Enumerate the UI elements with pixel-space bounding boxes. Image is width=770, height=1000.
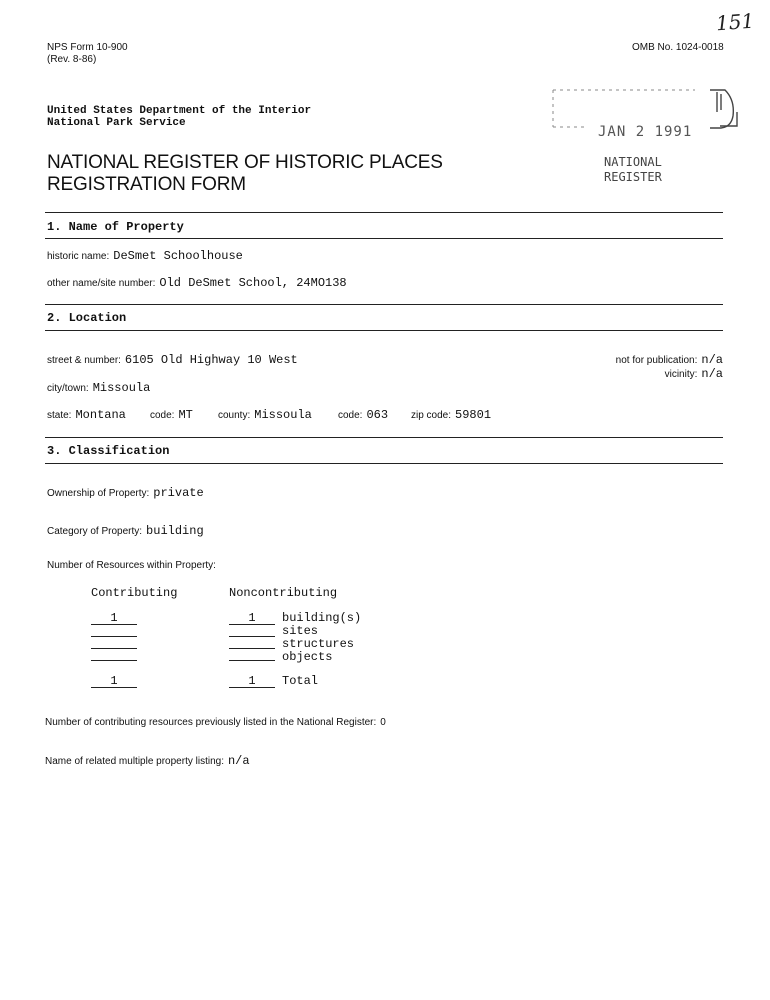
divider bbox=[45, 212, 723, 213]
previously-listed-value: 0 bbox=[380, 717, 386, 728]
divider bbox=[45, 238, 723, 239]
total-label: Total bbox=[282, 674, 319, 688]
other-name-row bbox=[47, 273, 347, 291]
previously-listed-label: Number of contributing resources previously listed in the National Register: bbox=[45, 717, 377, 728]
contributing-header: Contributing bbox=[91, 586, 178, 600]
service-name: National Park Service bbox=[47, 117, 186, 129]
multiple-listing-row bbox=[45, 751, 250, 769]
section-2-heading: 2. Location bbox=[47, 311, 127, 325]
stamp-line1: NATIONAL bbox=[604, 155, 662, 169]
vicinity-value: n/a bbox=[701, 367, 723, 381]
resource-type: structures bbox=[282, 637, 355, 651]
category-label: Category of Property: bbox=[47, 526, 143, 537]
stamp-date: JAN 2 1991 bbox=[598, 124, 693, 140]
state-code-value: MT bbox=[178, 408, 193, 422]
stamp-line2: REGISTER bbox=[604, 170, 662, 184]
not-for-publication-value: n/a bbox=[701, 353, 723, 367]
contributing-total: 1 bbox=[110, 674, 118, 688]
state-code-label: code: bbox=[150, 410, 175, 421]
zip-row bbox=[411, 405, 491, 423]
underline bbox=[229, 687, 275, 688]
county-code-label: code: bbox=[338, 410, 363, 421]
underline bbox=[91, 687, 137, 688]
multiple-listing-value: n/a bbox=[227, 754, 250, 768]
resource-type: sites bbox=[282, 624, 319, 638]
underline bbox=[229, 660, 275, 661]
county-row bbox=[218, 405, 312, 423]
street-row bbox=[47, 350, 298, 368]
divider bbox=[45, 437, 723, 438]
historic-name-row bbox=[47, 246, 243, 264]
form-title-line1: NATIONAL REGISTER OF HISTORIC PLACES bbox=[47, 152, 443, 173]
vicinity-row bbox=[665, 364, 723, 382]
ownership-label: Ownership of Property: bbox=[47, 488, 150, 499]
underline bbox=[91, 660, 137, 661]
underline bbox=[229, 636, 275, 637]
ownership-value: private bbox=[153, 486, 204, 500]
other-name-label: other name/site number: bbox=[47, 278, 156, 289]
state-label: state: bbox=[47, 410, 72, 421]
underline bbox=[91, 636, 137, 637]
county-label: county: bbox=[218, 410, 251, 421]
resources-label: Number of Resources within Property: bbox=[47, 560, 216, 571]
contributing-count: 1 bbox=[110, 611, 118, 625]
section-3-heading: 3. Classification bbox=[47, 444, 170, 458]
not-for-publication-label: not for publication: bbox=[615, 355, 698, 366]
city-label: city/town: bbox=[47, 383, 89, 394]
other-name-value: Old DeSmet School, 24MO138 bbox=[159, 276, 347, 290]
zip-value: 59801 bbox=[455, 408, 492, 422]
vicinity-label: vicinity: bbox=[664, 369, 698, 380]
state-code-row bbox=[150, 405, 193, 423]
county-code-value: 063 bbox=[366, 408, 389, 422]
street-label: street & number: bbox=[47, 355, 121, 366]
city-row bbox=[47, 378, 150, 396]
county-value: Missoula bbox=[254, 408, 312, 422]
underline bbox=[229, 648, 275, 649]
divider bbox=[45, 330, 723, 331]
city-value: Missoula bbox=[92, 381, 151, 395]
street-value: 6105 Old Highway 10 West bbox=[124, 353, 298, 367]
underline bbox=[229, 624, 275, 625]
historic-name-label: historic name: bbox=[47, 251, 110, 262]
state-value: Montana bbox=[75, 408, 126, 422]
resource-type: objects bbox=[282, 650, 333, 664]
zip-label: zip code: bbox=[411, 410, 452, 421]
department-name: United States Department of the Interior bbox=[47, 105, 312, 117]
ownership-row bbox=[47, 483, 204, 501]
multiple-listing-label: Name of related multiple property listing: bbox=[45, 756, 224, 767]
form-revision: (Rev. 8-86) bbox=[47, 54, 97, 65]
underline bbox=[91, 624, 137, 625]
historic-name-value: DeSmet Schoolhouse bbox=[113, 249, 243, 263]
underline bbox=[91, 648, 137, 649]
handwritten-number: 151 bbox=[715, 8, 755, 36]
resource-type: building(s) bbox=[282, 611, 362, 625]
category-row bbox=[47, 521, 204, 539]
state-row bbox=[47, 405, 126, 423]
form-title-line2: REGISTRATION FORM bbox=[47, 174, 246, 195]
section-1-heading: 1. Name of Property bbox=[47, 220, 184, 234]
form-number: NPS Form 10-900 bbox=[47, 42, 128, 53]
omb-number: OMB No. 1024-0018 bbox=[632, 42, 724, 53]
noncontributing-total: 1 bbox=[248, 674, 256, 688]
divider bbox=[45, 463, 723, 464]
noncontributing-header: Noncontributing bbox=[229, 586, 338, 600]
county-code-row bbox=[338, 405, 388, 423]
previously-listed-row bbox=[45, 712, 386, 730]
category-value: building bbox=[146, 524, 204, 538]
noncontributing-count: 1 bbox=[248, 611, 256, 625]
divider bbox=[45, 304, 723, 305]
